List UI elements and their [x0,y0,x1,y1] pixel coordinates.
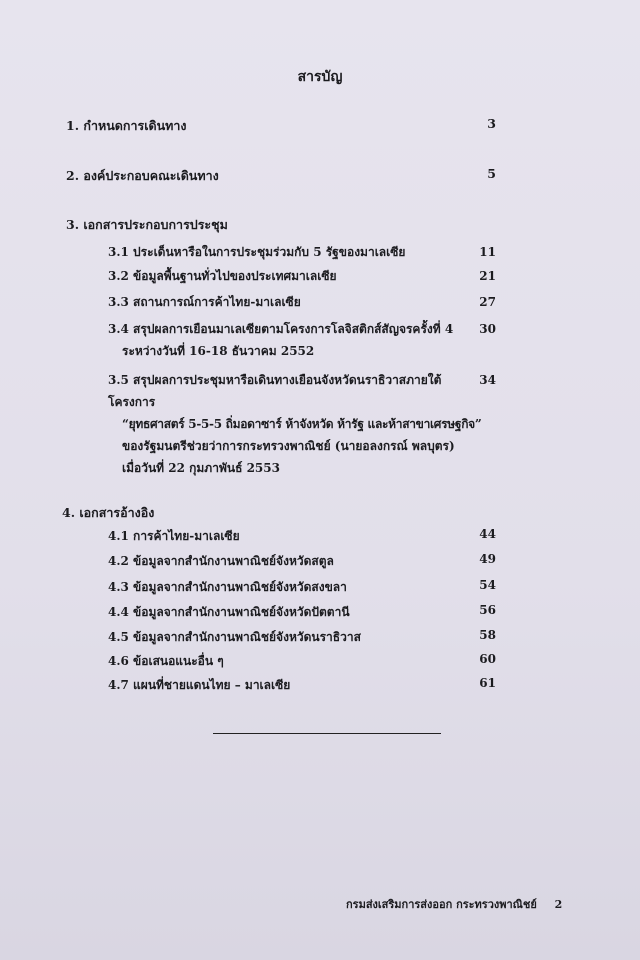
toc-item-line: “ยุทธศาสตร์ 5-5-5 ถิ่มอดาซาร์ ห้าจังหวัด ห้ารัฐ และห้าสาขาเศรษฐกิจ” [122,417,482,431]
toc-item-3-3 [108,291,496,313]
toc-page-number: 58 [479,628,496,642]
toc-page-number: 61 [479,676,496,690]
toc-item-4-1 [108,527,496,546]
toc-item-3-2 [108,265,496,287]
toc-item-line: 4.3 ข้อมูลจากสำนักงานพาณิชย์จังหวัดสงขลา [108,580,347,594]
toc-item-line: 3.1 ประเด็นหารือในการประชุมร่วมกับ 5 รัฐของมาเลเซีย [108,245,406,259]
toc-item-line: ระหว่างวันที่ 16-18 ธันวาคม 2552 [122,344,315,358]
page-footer [346,895,562,913]
toc-section-4 [62,503,492,523]
toc-item-line: 3.5 สรุปผลการประชุมหารือเดินทางเยือนจังหวัดนราธิวาสภายใต้โครงการ [108,373,442,409]
toc-page-number: 34 [479,373,496,387]
toc-section-label: 4. เอกสารอ้างอิง [62,505,155,520]
toc-section-3 [66,215,496,235]
toc-item-4-4 [108,603,496,622]
page-title: สารบัญ [297,69,343,85]
footer-page-number: 2 [554,898,563,911]
toc-section-label: 1. กำหนดการเดินทาง [66,118,187,133]
toc-item-4-3 [108,578,496,597]
toc-item-4-2 [108,552,496,571]
toc-item-line: 4.2 ข้อมูลจากสำนักงานพาณิชย์จังหวัดสตูล [108,554,334,568]
toc-page-number: 44 [479,527,496,541]
toc-section-2 [66,166,496,186]
toc-item-3-4 [108,318,496,362]
footer-org: กรมส่งเสริมการส่งออก กระทรวงพาณิชย์ [346,898,537,911]
toc-item-4-6 [108,652,496,671]
toc-section-1 [66,116,496,136]
toc-page-number: 5 [487,166,496,181]
toc-page-number: 11 [479,245,496,259]
toc-item-line: 4.6 ข้อเสนอแนะอื่น ๆ [108,654,224,668]
toc-page-number: 54 [479,578,496,592]
toc-page-number: 60 [479,652,496,666]
toc-page-number: 21 [479,269,496,283]
divider-line [213,733,441,734]
toc-item-line: 3.4 สรุปผลการเยือนมาเลเซียตามโครงการโลจิสติกส์สัญจรครั้งที่ 4 [108,322,454,336]
toc-section-label: 3. เอกสารประกอบการประชุม [66,217,228,232]
toc-item-line: ของรัฐมนตรีช่วยว่าการกระทรวงพาณิชย์ (นายอลงกรณ์ พลบุตร) [122,439,455,453]
toc-page-number: 49 [479,552,496,566]
toc-item-line: 3.3 สถานการณ์การค้าไทย-มาเลเซีย [108,295,301,309]
toc-item-3-1 [108,241,496,263]
toc-item-4-5 [108,628,496,647]
toc-section-label: 2. องค์ประกอบคณะเดินทาง [66,168,219,183]
toc-item-line: 3.2 ข้อมูลพื้นฐานทั่วไปของประเทศมาเลเซีย [108,269,337,283]
toc-page-number: 30 [479,322,496,336]
toc-item-line: เมื่อวันที่ 22 กุมภาพันธ์ 2553 [122,461,280,475]
toc-page-number: 3 [487,116,496,131]
toc-item-line: 4.1 การค้าไทย-มาเลเซีย [108,529,240,543]
toc-item-line: 4.5 ข้อมูลจากสำนักงานพาณิชย์จังหวัดนราธิวาส [108,630,361,644]
toc-item-line: 4.7 แผนที่ชายแดนไทย – มาเลเซีย [108,678,291,692]
toc-item-3-5 [108,369,496,479]
toc-item-4-7 [108,676,496,695]
toc-page-number: 27 [479,295,496,309]
toc-item-line: 4.4 ข้อมูลจากสำนักงานพาณิชย์จังหวัดปัตตานี [108,605,350,619]
toc-page-number: 56 [479,603,496,617]
